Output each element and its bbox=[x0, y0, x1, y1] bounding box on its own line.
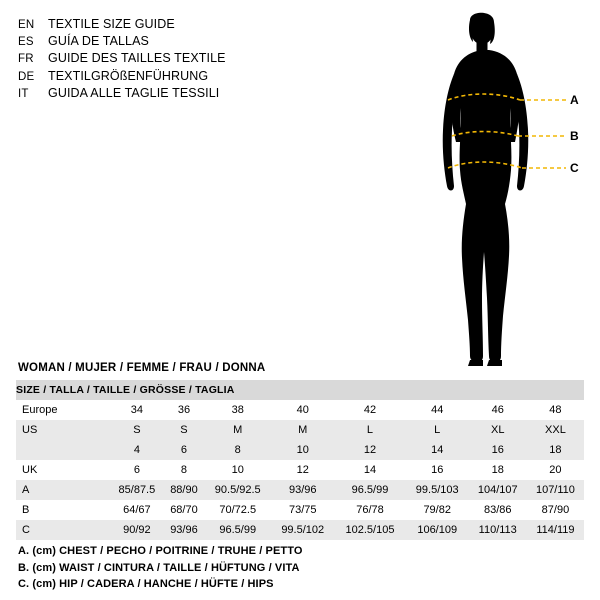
table-cell: 73/75 bbox=[271, 500, 334, 520]
table-cell: 4 bbox=[110, 440, 164, 460]
table-row bbox=[16, 400, 584, 420]
note-chest: A. (cm) CHEST / PECHO / POITRINE / TRUHE / PETTO bbox=[18, 545, 303, 557]
table-cell: 102.5/105 bbox=[334, 520, 406, 540]
language-row bbox=[18, 16, 348, 33]
language-text: GUÍA DE TALLAS bbox=[48, 34, 149, 49]
table-cell: 114/119 bbox=[527, 520, 584, 540]
table-cell: 107/110 bbox=[527, 480, 584, 500]
row-label: C bbox=[16, 520, 110, 540]
table-cell: M bbox=[204, 420, 271, 440]
table-cell: 18 bbox=[527, 440, 584, 460]
language-code: FR bbox=[18, 53, 34, 66]
table-row bbox=[16, 460, 584, 480]
language-text: GUIDA ALLE TAGLIE TESSILI bbox=[48, 85, 220, 100]
table-cell: S bbox=[110, 420, 164, 440]
table-cell: 44 bbox=[406, 400, 469, 420]
table-cell: XXL bbox=[527, 420, 584, 440]
table-cell: 34 bbox=[110, 400, 164, 420]
table-cell: 46 bbox=[469, 400, 527, 420]
language-row bbox=[18, 50, 348, 67]
table-cell: L bbox=[406, 420, 469, 440]
table-cell: 12 bbox=[334, 440, 406, 460]
table-cell: XL bbox=[469, 420, 527, 440]
language-row bbox=[18, 68, 348, 85]
table-row bbox=[16, 480, 584, 500]
table-cell: 106/109 bbox=[406, 520, 469, 540]
row-label bbox=[16, 440, 110, 460]
row-label: UK bbox=[16, 460, 110, 480]
language-code: EN bbox=[18, 19, 35, 31]
table-cell: 90/92 bbox=[110, 520, 164, 540]
woman-silhouette-icon bbox=[420, 8, 590, 368]
table-cell: 48 bbox=[527, 400, 584, 420]
table-cell: 6 bbox=[110, 460, 164, 480]
table-row bbox=[16, 500, 584, 520]
language-code: ES bbox=[18, 36, 34, 49]
table-header-label: SIZE / TALLA / TAILLE / GRÖSSE / TAGLIA bbox=[16, 380, 584, 400]
guide-label-c: C bbox=[570, 161, 579, 175]
table-cell: L bbox=[334, 420, 406, 440]
language-code: DE bbox=[18, 70, 35, 83]
table-cell: 99.5/103 bbox=[406, 480, 469, 500]
language-row bbox=[18, 33, 348, 50]
table-cell: 36 bbox=[164, 400, 204, 420]
table-cell: 16 bbox=[406, 460, 469, 480]
table-cell: 14 bbox=[334, 460, 406, 480]
measurement-notes bbox=[18, 543, 578, 593]
table-cell: 99.5/102 bbox=[271, 520, 334, 540]
guide-label-a: A bbox=[570, 93, 579, 107]
table-cell: 12 bbox=[271, 460, 334, 480]
table-cell: 18 bbox=[469, 460, 527, 480]
figure-diagram bbox=[420, 8, 590, 368]
language-header-block bbox=[18, 16, 348, 102]
table-cell: 104/107 bbox=[469, 480, 527, 500]
table-cell: 6 bbox=[164, 440, 204, 460]
table-cell: M bbox=[271, 420, 334, 440]
language-code: IT bbox=[18, 87, 29, 100]
table-row bbox=[16, 440, 584, 460]
guide-label-b: B bbox=[570, 129, 579, 143]
table-cell: 40 bbox=[271, 400, 334, 420]
table-cell: 68/70 bbox=[164, 500, 204, 520]
note-waist: B. (cm) WAIST / CINTURA / TAILLE / HÜFTUNG / VITA bbox=[18, 561, 300, 574]
table-header-row bbox=[16, 380, 584, 400]
table-cell: 16 bbox=[469, 440, 527, 460]
table-cell: 42 bbox=[334, 400, 406, 420]
table-cell: S bbox=[164, 420, 204, 440]
row-label: A bbox=[16, 480, 110, 500]
language-text: TEXTILE SIZE GUIDE bbox=[48, 17, 175, 31]
table-cell: 96.5/99 bbox=[204, 520, 271, 540]
row-label: B bbox=[16, 500, 110, 520]
table-cell: 38 bbox=[204, 400, 271, 420]
table-cell: 93/96 bbox=[164, 520, 204, 540]
table-cell: 88/90 bbox=[164, 480, 204, 500]
table-cell: 90.5/92.5 bbox=[204, 480, 271, 500]
language-text: TEXTILGRÖßENFÜHRUNG bbox=[48, 68, 209, 83]
table-cell: 85/87.5 bbox=[110, 480, 164, 500]
table-cell: 10 bbox=[204, 460, 271, 480]
size-table bbox=[16, 380, 584, 540]
table-cell: 20 bbox=[527, 460, 584, 480]
note-hip: C. (cm) HIP / CADERA / HANCHE / HÜFTE / HIPS bbox=[18, 578, 274, 591]
table-row bbox=[16, 520, 584, 540]
table-cell: 8 bbox=[204, 440, 271, 460]
table-cell: 76/78 bbox=[334, 500, 406, 520]
table-cell: 64/67 bbox=[110, 500, 164, 520]
table-cell: 14 bbox=[406, 440, 469, 460]
table-cell: 8 bbox=[164, 460, 204, 480]
table-row bbox=[16, 420, 584, 440]
table-cell: 93/96 bbox=[271, 480, 334, 500]
table-cell: 10 bbox=[271, 440, 334, 460]
language-row bbox=[18, 85, 348, 102]
language-text: GUIDE DES TAILLES TEXTILE bbox=[48, 51, 226, 66]
table-cell: 87/90 bbox=[527, 500, 584, 520]
row-label: US bbox=[16, 420, 110, 440]
table-cell: 110/113 bbox=[469, 520, 527, 540]
table-cell: 83/86 bbox=[469, 500, 527, 520]
table-cell: 70/72.5 bbox=[204, 500, 271, 520]
row-label: Europe bbox=[16, 400, 110, 420]
table-cell: 79/82 bbox=[406, 500, 469, 520]
table-cell: 96.5/99 bbox=[334, 480, 406, 500]
table-section-title: WOMAN / MUJER / FEMME / FRAU / DONNA bbox=[18, 362, 266, 374]
